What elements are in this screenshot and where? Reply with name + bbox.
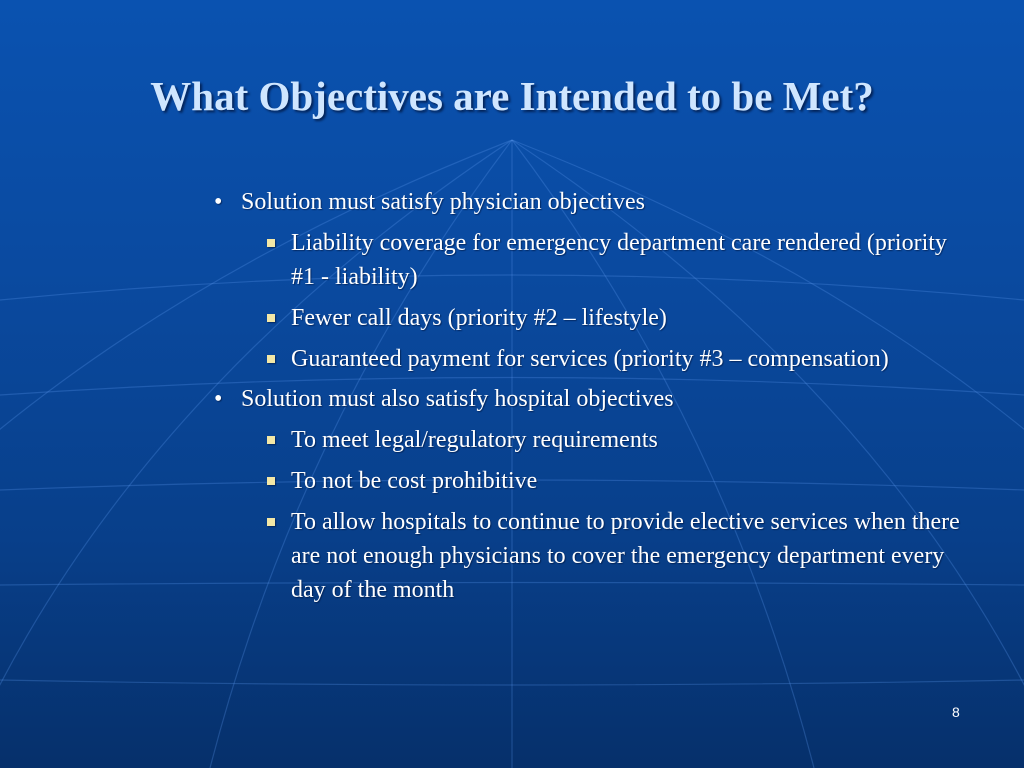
square-bullet-icon	[267, 477, 275, 485]
sub-bullet-text: To not be cost prohibitive	[291, 468, 538, 494]
sub-bullet-text: Liability coverage for emergency department care rendered (priority #1 - liability)	[291, 230, 947, 290]
sub-bullet-cost	[291, 464, 961, 498]
bullet-physician-objectives	[212, 186, 972, 219]
square-bullet-icon	[267, 436, 275, 444]
sub-bullet-liability	[291, 226, 961, 294]
square-bullet-icon	[267, 355, 275, 363]
bullet-dot-icon: •	[214, 189, 223, 215]
slide-title: What Objectives are Intended to be Met?	[150, 73, 874, 119]
bullet-dot-icon: •	[214, 386, 223, 412]
slide-body	[212, 186, 972, 614]
bullet-text: Solution must satisfy physician objectives	[241, 189, 645, 215]
sub-bullet-call-days	[291, 301, 961, 335]
bullet-text: Solution must also satisfy hospital objectives	[241, 386, 674, 412]
square-bullet-icon	[267, 314, 275, 322]
sub-bullet-text: Fewer call days (priority #2 – lifestyle)	[291, 305, 667, 331]
sub-bullet-legal	[291, 423, 961, 457]
bullet-hospital-objectives	[212, 383, 972, 416]
square-bullet-icon	[267, 518, 275, 526]
sub-bullet-text: To allow hospitals to continue to provide elective services when there are not enough physicians to cover the emergency department every day of the month	[291, 509, 960, 603]
sub-bullet-payment	[291, 342, 961, 376]
page-number: 8	[952, 704, 960, 720]
square-bullet-icon	[267, 239, 275, 247]
sub-bullet-elective	[291, 505, 961, 607]
sub-bullet-text: To meet legal/regulatory requirements	[291, 427, 658, 453]
sub-bullet-text: Guaranteed payment for services (priority #3 – compensation)	[291, 346, 889, 372]
